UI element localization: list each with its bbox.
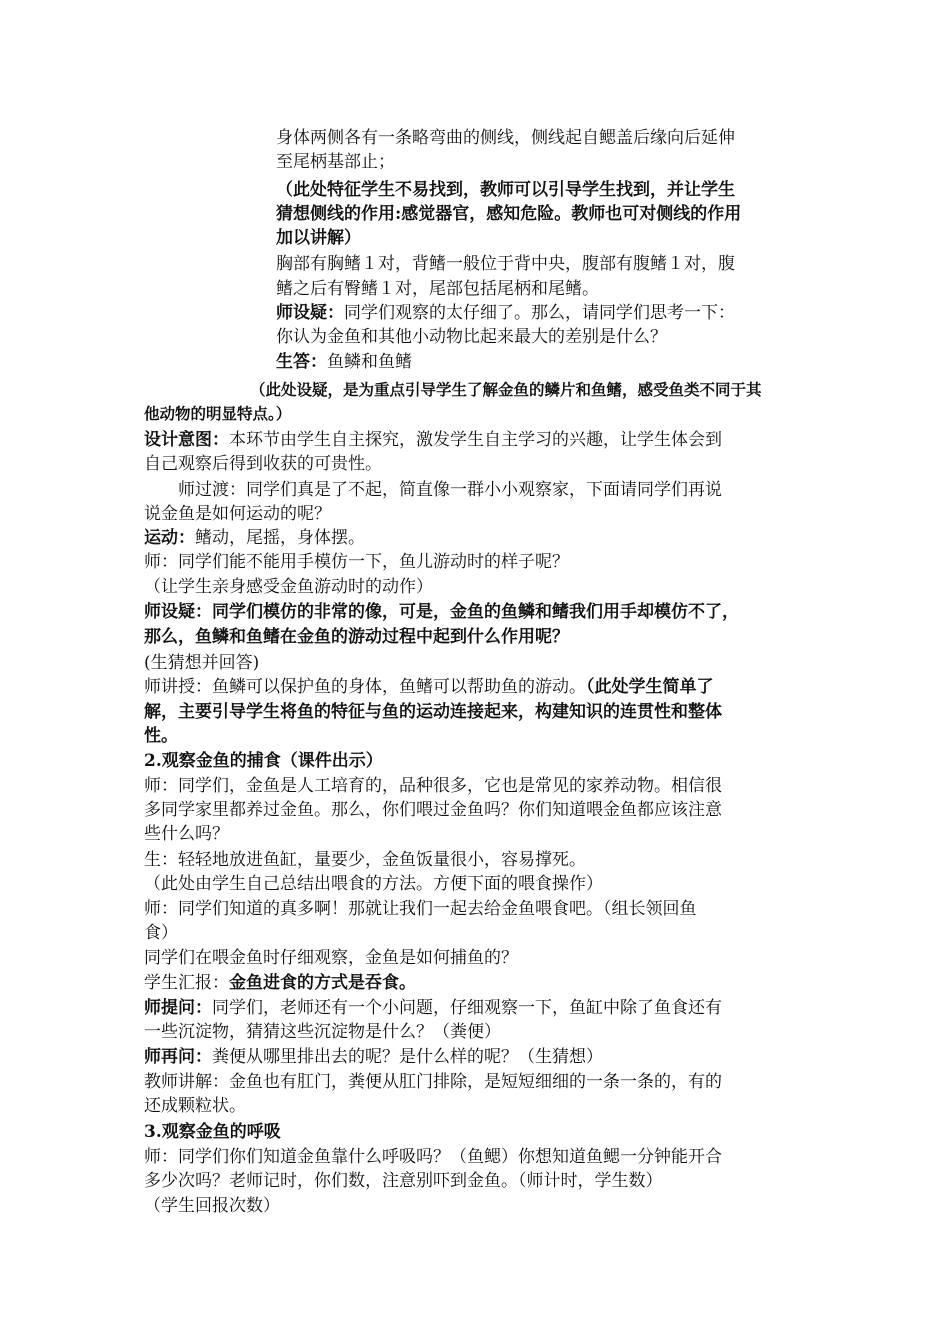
body-line: （让学生亲身感受金鱼游动时的动作） [144,577,433,597]
body-line: 师：同学们能不能用手模仿一下，鱼儿游动时的样子呢？ [144,552,569,572]
body-line: 师：同学们你们知道金鱼靠什么呼吸吗？（鱼鳃）你想知道鱼鳃一分钟能开合 [144,1147,722,1167]
teacher-note: （此处特征学生不易找到，教师可以引导学生找到，并让学生 [276,180,735,200]
section-heading: 2.观察金鱼的捕食（课件出示） [144,751,383,771]
body-line: 身体两侧各有一条略弯曲的侧线，侧线起自鳃盖后缘向后延伸 [276,128,735,148]
body-line: 多同学家里都养过金鱼。那么，你们喂过金鱼吗？你们知道喂金鱼都应该注意 [144,800,722,820]
body-line: 生：轻轻地放进鱼缸，量要少，金鱼饭量很小，容易撑死。 [144,850,586,870]
body-line: 师讲授：鱼鳞可以保护鱼的身体，鱼鳍可以帮助鱼的游动。（此处学生简单了 [144,677,714,697]
dialogue-line: 师再问：粪便从哪里排出去的呢？是什么样的呢？（生猜想） [144,1047,603,1067]
body-line: （此处由学生自己总结出喂食的方法。方便下面的喂食操作） [144,874,603,894]
teacher-note: 解，主要引导学生将鱼的特征与鱼的运动连接起来，构建知识的连贯性和整体 [144,702,722,722]
body-line: (生猜想并回答) [144,653,260,673]
body-line: 运动：鳍动，尾摇，身体摆。 [144,528,365,548]
teacher-note: 加以讲解） [276,228,361,248]
teacher-note: 性。 [144,726,178,746]
teacher-note: 他动物的明显特点。） [144,404,292,423]
teacher-question: 那么，鱼鳞和鱼鳍在金鱼的游动过程中起到什么作用呢？ [144,627,569,647]
teacher-note: （此处设疑，是为重点引导学生了解金鱼的鳞片和鱼鳍，感受鱼类不同于其 [250,380,762,399]
body-line: 说金鱼是如何运动的呢？ [144,504,331,524]
body-line: 你认为金鱼和其他小动物比起来最大的差别是什么？ [276,327,667,347]
body-line: 师：同学们，金鱼是人工培育的，品种很多，它也是常见的家养动物。相信很 [144,776,722,796]
body-line: 鳍之后有臀鳍１对，尾部包括尾柄和尾鳍。 [276,279,599,299]
dialogue-line: 生答：鱼鳞和鱼鳍 [276,352,412,372]
body-line: 师：同学们知道的真多啊！那就让我们一起去给金鱼喂食吧。（组长领回鱼 [144,899,697,919]
body-line: 食） [144,923,178,943]
dialogue-line: 师提问：同学们，老师还有一个小问题，仔细观察一下，鱼缸中除了鱼食还有 [144,998,722,1018]
teacher-question: 师设疑：同学们模仿的非常的像，可是，金鱼的鱼鳞和鳍我们用手却模仿不了， [144,602,739,622]
speaker-label: 师再问： [144,1047,212,1067]
body-line: 师过渡：同学们真是了不起，简直像一群小小观察家，下面请同学们再说 [178,480,722,500]
body-line: 些什么吗？ [144,824,229,844]
section-label: 运动： [144,528,195,548]
teacher-note: 猜想侧线的作用:感觉器官，感知危险。教师也可对侧线的作用 [276,204,742,224]
section-heading: 3.观察金鱼的呼吸 [144,1122,281,1142]
teacher-note: （此处学生简单了 [586,677,714,697]
body-line: 学生汇报：金鱼进食的方式是吞食。 [144,973,416,993]
body-line: 胸部有胸鳍１对，背鳍一般位于背中央，腹部有腹鳍１对，腹 [276,254,735,274]
emphasis: 金鱼进食的方式是吞食。 [229,973,416,993]
dialogue-line: 师设疑：同学们观察的太仔细了。那么，请同学们思考一下： [276,303,735,323]
speaker-label: 生答： [276,352,327,372]
section-label: 设计意图： [144,430,229,450]
design-intent-line: 设计意图：本环节由学生自主探究，激发学生自主学习的兴趣，让学生体会到 [144,430,722,450]
body-line: 一些沉淀物，猜猜这些沉淀物是什么？（粪便） [144,1022,501,1042]
body-line: 多少次吗？老师记时，你们数，注意别吓到金鱼。（师计时，学生数） [144,1171,663,1191]
body-line: 还成颗粒状。 [144,1096,246,1116]
body-line: （学生回报次数） [144,1196,280,1216]
speaker-label: 师提问： [144,998,212,1018]
speaker-label: 师设疑： [276,303,344,323]
body-line: 教师讲解：金鱼也有肛门，粪便从肛门排除，是短短细细的一条一条的，有的 [144,1072,722,1092]
body-line: 自己观察后得到收获的可贵性。 [144,454,382,474]
body-line: 至尾柄基部止； [276,152,395,172]
body-line: 同学们在喂金鱼时仔细观察，金鱼是如何捕鱼的？ [144,948,518,968]
